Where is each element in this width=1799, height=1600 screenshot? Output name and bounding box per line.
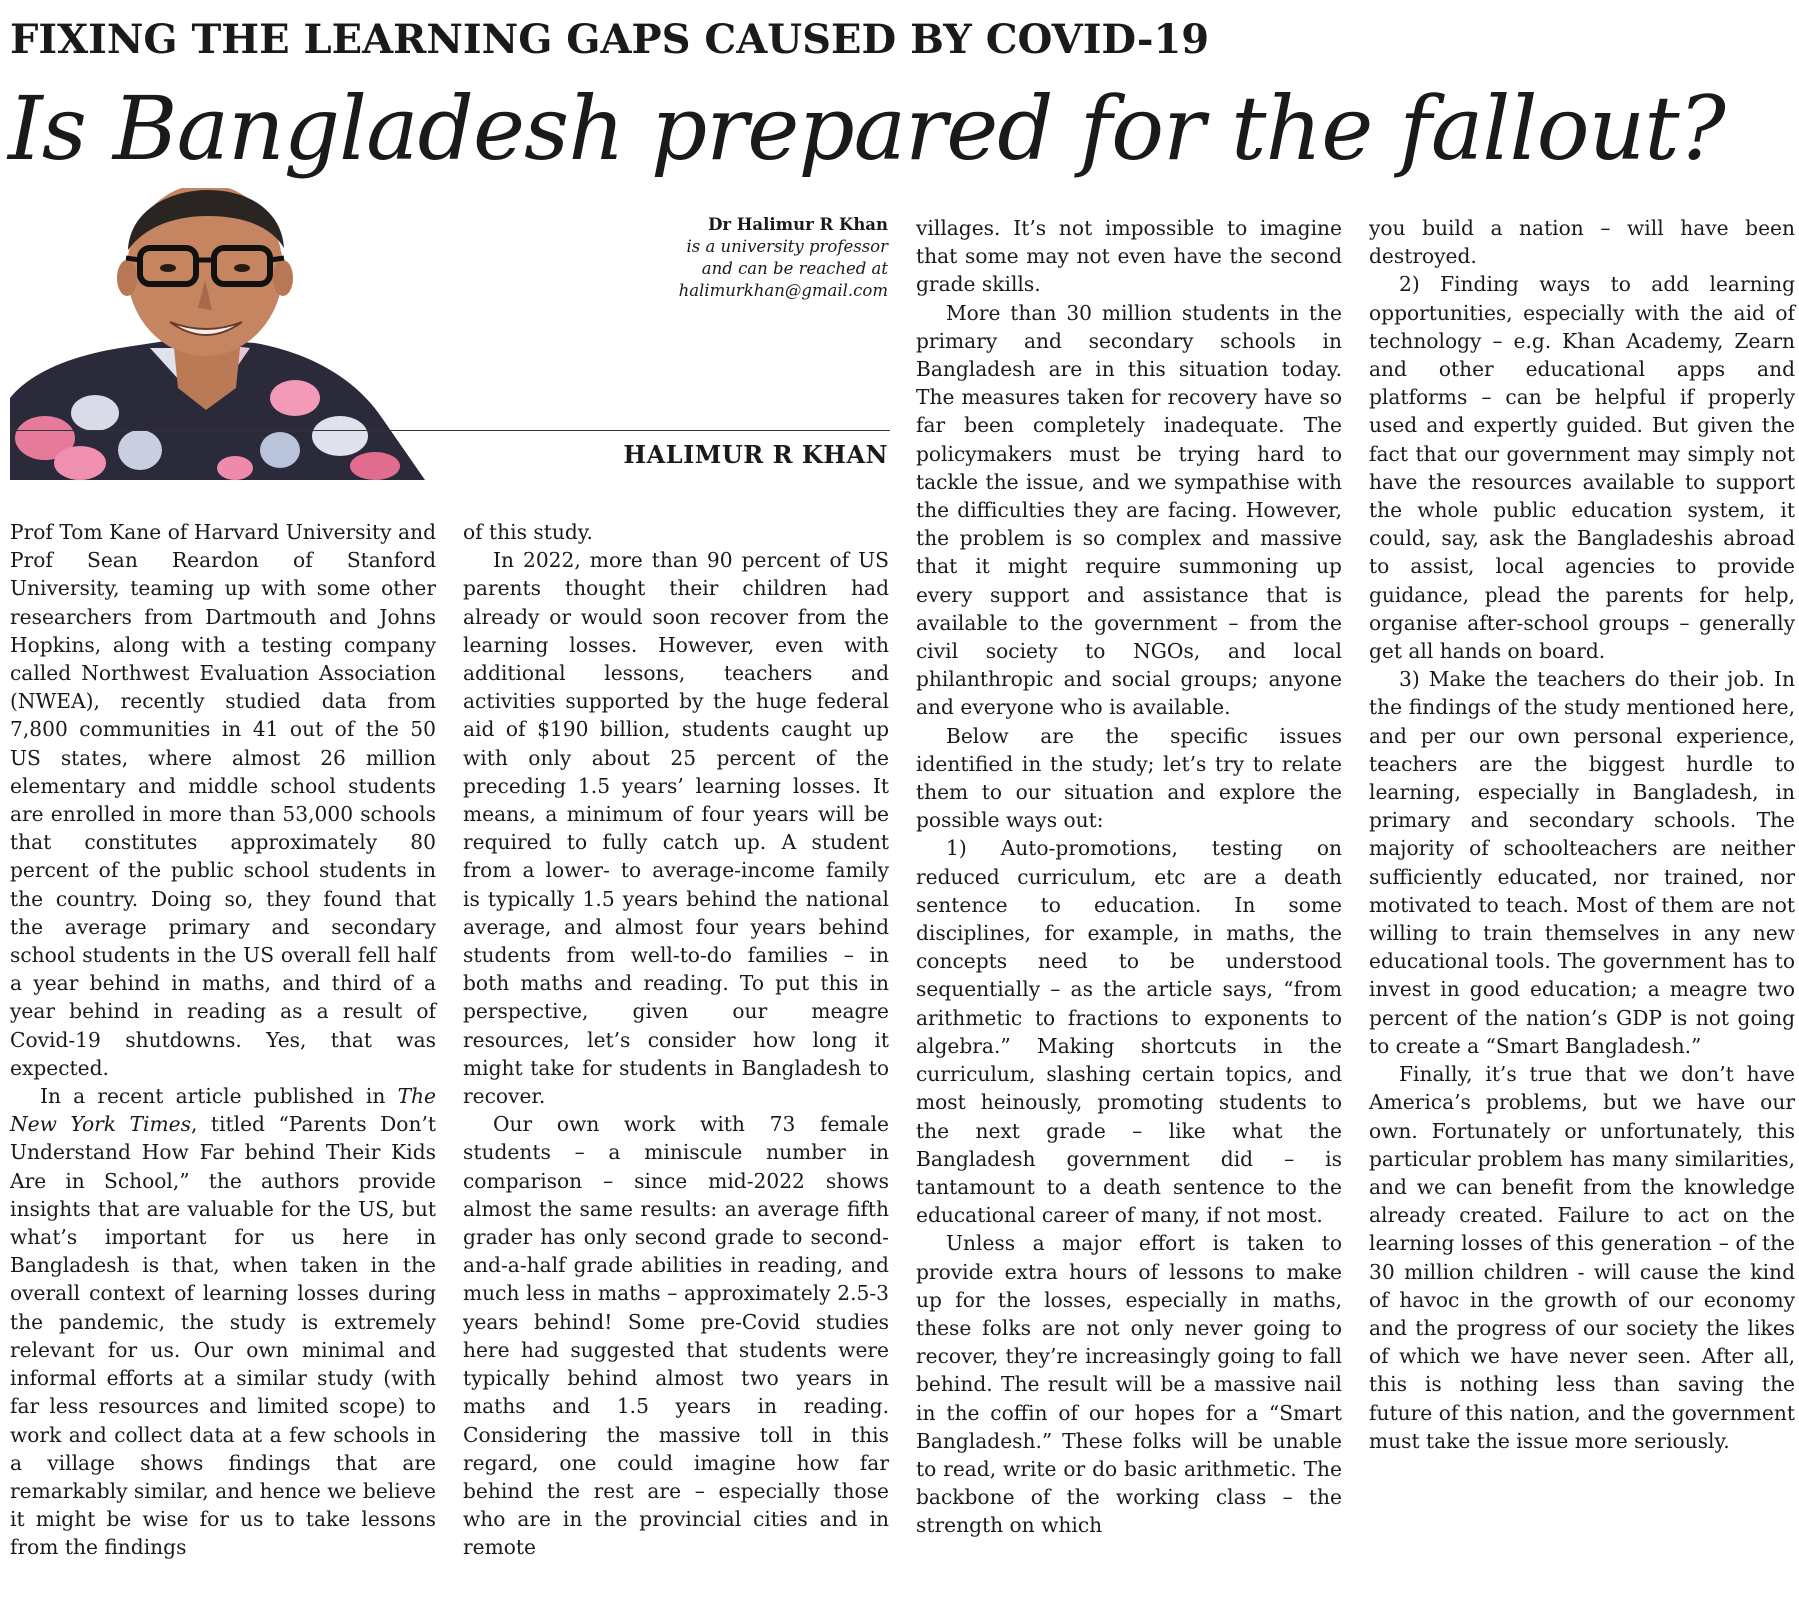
author-note-line2: and can be reached at xyxy=(701,259,888,278)
paragraph: Prof Tom Kane of Harvard University and Prof Sean Reardon of Stanford University, teaming up with some other researchers from Dartmouth and Johns Hopkins, along with a testing company called Northwest Evaluation Association (NWEA), recently studied data from 7,800 communities in 41 out of the 50 US states, where almost 26 million elementary and middle school students are enrolled in more than 53,000 schools that constitutes approximately 80 percent of the public school students in the country. Doing so, they found that the average primary and secondary school students in the US overall fell half a year behind in maths, and third of a year behind in reading as a result of Covid-19 shutdowns. Yes, that was expected. xyxy=(10,520,436,1080)
text-run: , titled “Parents Don’t Understand How Far behind Their Kids Are in School,” the authors provide insights that are valuable for the US, but what’s important for us here in Bangladesh is that, when taken in the overall context of learning losses during the pandemic, the study is extremely relevant for us. Our own minimal and informal efforts at a similar study (with far less resources and limited scope) to work and collect data at a few schools in a village shows findings that are remarkably similar, and hence we believe it might be wise for us to take lessons from the findings xyxy=(10,1112,436,1560)
author-note-line1: is a university professor xyxy=(686,237,888,256)
paragraph: 2) Finding ways to add learning opportunities, especially with the aid of technology – e.g. Khan Academy, Zearn and other educational apps and platforms – can be helpful if properly used and expertly guided. But given the fact that our government may simply not have the resources available to support the whole public education system, it could, say, ask the Bangladeshis abroad to assist, local agencies to provide guidance, plead the parents for help, organise after-school groups – generally get all hands on board. xyxy=(1369,272,1795,664)
article-column-4 xyxy=(1369,214,1795,1594)
byline-divider xyxy=(10,430,890,431)
paragraph: villages. It’s not impossible to imagine that some may not even have the second grade skills. xyxy=(916,216,1342,297)
paragraph: of this study. xyxy=(463,520,593,544)
article-headline: Is Bangladesh prepared for the fallout? xyxy=(8,77,1725,180)
author-note xyxy=(440,214,888,302)
paragraph: In 2022, more than 90 percent of US parents thought their children had already or would soon recover from the learning losses. However, even with additional lessons, teachers and activities supported by the huge federal aid of $190 billion, students caught up with only about 25 percent of the preceding 1.5 years’ learning losses. It means, a minimum of four years will be required to fully catch up. A student from a lower- to average-income family is typically 1.5 years behind the national average, and almost four years behind students from well-to-do families – in both maths and reading. To put this in perspective, given our meagre resources, let’s consider how long it might take for students in Bangladesh to recover. xyxy=(463,548,889,1109)
paragraph: Our own work with 73 female students – a miniscule number in comparison – since mid-2022 shows almost the same results: an average fifth grader has only second grade to second-and-a-half grade abilities in reading, and much less in maths – approximately 2.5-3 years behind! Some pre-Covid studies here had suggested that students were typically behind almost two years in maths and 1.5 years in reading. Considering the massive toll in this regard, one could imagine how far behind the rest are – especially those who are in the provincial cities and in remote xyxy=(463,1112,889,1560)
author-email: halimurkhan@gmail.com xyxy=(678,281,888,300)
author-byline: HALIMUR R KHAN xyxy=(623,440,888,469)
author-note-name: Dr Halimur R Khan xyxy=(708,215,888,234)
article-kicker: FIXING THE LEARNING GAPS CAUSED BY COVID-19 xyxy=(10,16,1210,63)
article-column-3 xyxy=(916,214,1342,1594)
paragraph: you build a nation – will have been destroyed. xyxy=(1369,216,1795,269)
paragraph: 1) Auto-promotions, testing on reduced curriculum, etc are a death sentence to education. In some disciplines, for example, in maths, the concepts need to be understood sequentially – as the article says, “from arithmetic to fractions to exponents to algebra.” Making shortcuts in the curriculum, slashing certain topics, and most heinously, promoting students to the next grade – like what the Bangladesh government did – is tantamount to a death sentence to the educational career of many, if not most. xyxy=(916,836,1342,1228)
article-column-2 xyxy=(463,518,889,1593)
publication-name: The New York Times xyxy=(10,1084,436,1137)
paragraph: More than 30 million students in the primary and secondary schools in Bangladesh are in this situation today. The measures taken for recovery have so far been completely inadequate. The policymakers must be trying hard to tackle the issue, and we sympathise with the difficulties they are facing. However, the problem is so complex and massive that it might require summoning up every support and assistance that is available to the government – from the civil society to NGOs, and local philanthropic and social groups; anyone and everyone who is available. xyxy=(916,300,1342,720)
paragraph: Below are the specific issues identified in the study; let’s try to relate them to our situation and explore the possible ways out: xyxy=(916,723,1342,833)
paragraph: Unless a major effort is taken to provide extra hours of lessons to make up for the losses, especially in maths, these folks are not only never going to recover, they’re increasingly going to fall behind. The result will be a massive nail in the coffin of our hopes for a “Smart Bangladesh.” These folks will be unable to read, write or do basic arithmetic. The backbone of the working class – the strength on which xyxy=(916,1231,1342,1538)
paragraph: Finally, it’s true that we don’t have America’s problems, but we have our own. Fortunately or unfortunately, this particular problem has many similarities, and we can benefit from the knowledge already created. Failure to act on the learning losses of this generation – of the 30 million children - will cause the kind of havoc in the growth of our economy and the progress of our society the likes of which we have never seen. After all, this is nothing less than saving the future of this nation, and the government must take the issue more seriously. xyxy=(1369,1062,1795,1453)
author-photo xyxy=(10,188,425,480)
article-column-1 xyxy=(10,518,436,1593)
text-run: In a recent article published in xyxy=(40,1084,398,1109)
paragraph xyxy=(10,1082,436,1561)
paragraph: 3) Make the teachers do their job. In the findings of the study mentioned here, and per our own personal experience, teachers are the biggest hurdle to learning, especially in Bangladesh, in primary and secondary schools. The majority of schoolteachers are neither sufficiently educated, nor trained, nor motivated to teach. Most of them are not willing to train themselves in any new educational tools. The government has to invest in good education; a meagre two percent of the nation’s GDP is not going to create a “Smart Bangladesh.” xyxy=(1369,667,1795,1058)
